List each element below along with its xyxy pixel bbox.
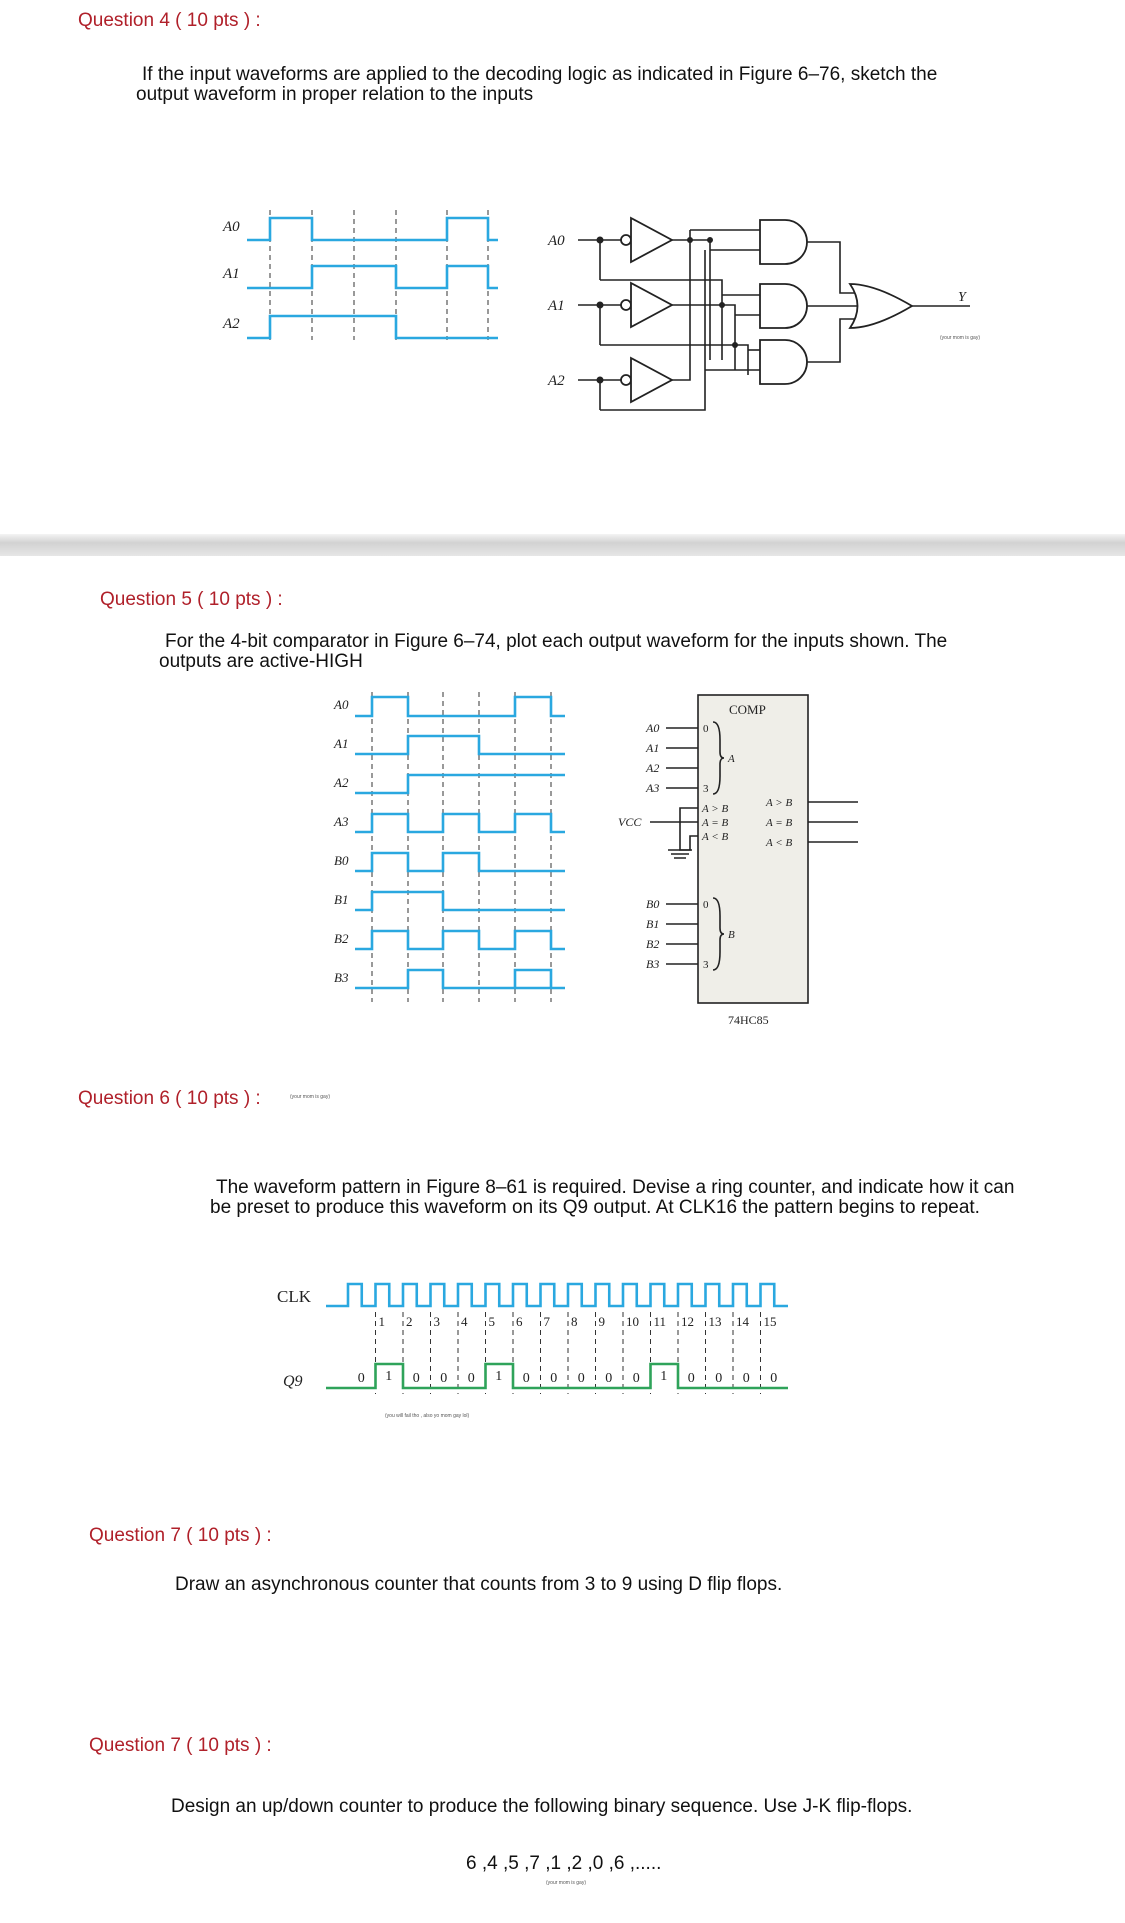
- q5-dashed-gridlines: [372, 692, 551, 1002]
- q5-comp-b2: B2: [646, 937, 660, 951]
- q4-dashed-gridlines: [270, 210, 488, 340]
- q4-wave-label-a2: A2: [223, 316, 240, 332]
- q5-wave-a1: [355, 736, 565, 754]
- q5-wave-b3: [355, 970, 565, 988]
- q5-group-a: A: [728, 753, 735, 765]
- q6-clock-number: 3: [433, 1314, 440, 1329]
- q6-q9-value: 0: [357, 1371, 365, 1386]
- q5-comp-a2: A2: [646, 761, 660, 775]
- q6-text-line1: The waveform pattern in Figure 8–61 is required. Devise a ring counter, and indicate how it can: [216, 1177, 1015, 1198]
- q6-q9-value: 0: [715, 1371, 723, 1386]
- q6-q9-value: 1: [495, 1369, 503, 1384]
- q6-q9-value: 0: [440, 1371, 448, 1386]
- q6-clock-number: 10: [626, 1314, 639, 1329]
- q5-wave-b0: [355, 853, 565, 871]
- q5-text-line2: outputs are active-HIGH: [159, 651, 363, 672]
- q6-clock-number: 6: [516, 1314, 523, 1329]
- q5-text-line1: For the 4-bit comparator in Figure 6–74, plot each output waveform for the inputs shown. The: [165, 631, 948, 652]
- q5-comp-b3: B3: [646, 957, 660, 971]
- q5-comp-a1: A1: [646, 741, 660, 755]
- q5-wave-a3: [355, 814, 565, 832]
- q5-wave-label-a1: A1: [334, 736, 349, 751]
- q5-part-number: 74HC85: [728, 1013, 769, 1027]
- q4-output-label: Y: [958, 290, 966, 305]
- q6-text-line2: be preset to produce this waveform on its Q9 output. At CLK16 the pattern begins to repeat.: [210, 1197, 980, 1218]
- q4-input-a1: A1: [548, 298, 565, 314]
- section-divider: [0, 534, 1125, 556]
- q4-input-a0: A0: [548, 233, 565, 249]
- q5-wave-a0: [355, 697, 565, 716]
- q5-vcc: VCC: [618, 815, 642, 829]
- q6-clock-number: 13: [708, 1314, 722, 1329]
- q6-heading: Question 6 ( 10 pts ) :: [78, 1088, 261, 1109]
- q5-output-eq: A = B: [766, 817, 793, 829]
- q5-wave-labels: [333, 697, 349, 985]
- q7b-scribble: (your mom is gay): [546, 1880, 587, 1886]
- q6-scribble: (your mom is gay): [290, 1094, 331, 1100]
- q6-clock-wave: [326, 1284, 788, 1306]
- q6-q9-label: Q9: [283, 1373, 303, 1390]
- q5-wave-label-a3: A3: [334, 814, 349, 829]
- q6-clock-number: 9: [598, 1314, 605, 1329]
- q4-wave-labels: [222, 219, 240, 332]
- q4-wave-label-a0: A0: [223, 219, 240, 235]
- q6-q9-value: 0: [770, 1371, 778, 1386]
- q5-wave-label-a0: A0: [334, 697, 349, 712]
- q4-text-line2: output waveform in proper relation to the inputs: [136, 84, 534, 105]
- q5-cascade-eq: A = B: [702, 817, 729, 829]
- q5-wave-label-b0: B0: [334, 853, 349, 868]
- q6-q9-value: 1: [385, 1369, 393, 1384]
- q6-clk-label: CLK: [277, 1287, 311, 1306]
- q5-wave-label-b1: B1: [334, 892, 349, 907]
- q5-wave-label-a2: A2: [334, 775, 349, 790]
- q6-q9-value: 0: [742, 1371, 750, 1386]
- q6-q9-value: 1: [660, 1369, 668, 1384]
- q4-wave-a2: [247, 316, 498, 338]
- q5-comp-b0: B0: [646, 897, 660, 911]
- q5-range-low-a: 0: [703, 723, 709, 735]
- q5-b-inputs: [646, 897, 698, 971]
- q5-range-high-a: 3: [703, 783, 709, 795]
- q6-clock-number: 7: [543, 1314, 550, 1329]
- q6-q9-value: 0: [522, 1371, 530, 1386]
- q6-timing-diagram: [270, 1262, 890, 1432]
- q4-input-waveforms: [215, 210, 515, 350]
- q5-comp-a3: A3: [646, 781, 660, 795]
- q7b-heading: Question 7 ( 10 pts ) :: [89, 1735, 272, 1756]
- q4-wave-a1: [247, 266, 498, 288]
- q6-clock-number: 5: [488, 1314, 495, 1329]
- q6-q9-value: 0: [605, 1371, 613, 1386]
- q4-or-gate: [850, 284, 912, 328]
- q5-a-inputs: [645, 721, 698, 795]
- q6-q9-value: 0: [632, 1371, 640, 1386]
- q5-input-waveforms: [320, 692, 580, 1012]
- q6-clock-number: 4: [461, 1314, 468, 1329]
- q5-range-high-b: 3: [703, 959, 709, 971]
- q5-output-gt: A > B: [766, 797, 793, 809]
- q6-clock-path: [326, 1284, 788, 1306]
- q7a-text: Draw an asynchronous counter that counts from 3 to 9 using D flip flops.: [175, 1574, 783, 1595]
- q5-wave-label-b2: B2: [334, 931, 349, 946]
- q6-clock-numbers: [379, 1314, 777, 1329]
- q6-q9-value: 0: [550, 1371, 558, 1386]
- q6-clock-number: 2: [406, 1314, 413, 1329]
- q4-heading: Question 4 ( 10 pts ) :: [78, 10, 261, 31]
- q6-q9-value: 0: [687, 1371, 695, 1386]
- q6-clock-number: 14: [736, 1314, 749, 1329]
- q4-decoding-circuit: [540, 210, 1020, 410]
- q5-comp-box: [698, 695, 808, 1003]
- q5-cascade-lt: A < B: [702, 831, 729, 843]
- q5-wave-b2: [355, 931, 565, 949]
- q6-clock-number: 12: [681, 1314, 694, 1329]
- q5-wave-b1: [355, 892, 565, 910]
- q6-clock-number: 1: [378, 1314, 385, 1329]
- q7b-text: Design an up/down counter to produce the following binary sequence. Use J-K flip-flops.: [171, 1796, 913, 1817]
- q7b-sequence: 6 ,4 ,5 ,7 ,1 ,2 ,0 ,6 ,.....: [466, 1853, 662, 1874]
- q5-range-low-b: 0: [703, 899, 709, 911]
- q5-cascade-gt: A > B: [702, 803, 729, 815]
- q5-group-b: B: [728, 929, 735, 941]
- q4-inverters: [621, 218, 672, 402]
- q5-heading: Question 5 ( 10 pts ) :: [100, 589, 283, 610]
- q4-wave-label-a1: A1: [223, 266, 240, 282]
- q7a-heading: Question 7 ( 10 pts ) :: [89, 1525, 272, 1546]
- q5-comparator: [610, 690, 870, 1030]
- q4-text-line1: If the input waveforms are applied to the decoding logic as indicated in Figure 6–76, sketch the: [142, 64, 938, 85]
- q5-comp-title: COMP: [729, 702, 766, 717]
- q6-clock-number: 8: [571, 1314, 578, 1329]
- q6-clock-number: 15: [763, 1314, 777, 1329]
- q4-scribble: (your mom is gay): [940, 335, 981, 341]
- q5-output-lt: A < B: [766, 837, 793, 849]
- q6-scribble2: (you will fail tho , also yo mom gay lol): [385, 1413, 470, 1419]
- q6-q9-value: 0: [467, 1371, 475, 1386]
- q6-clock-number: 11: [653, 1314, 667, 1329]
- q4-input-a2: A2: [548, 373, 565, 389]
- q5-comp-a0: A0: [646, 721, 660, 735]
- q5-wave-label-b3: B3: [334, 970, 349, 985]
- q5-comp-b1: B1: [646, 917, 660, 931]
- q6-q9-value: 0: [577, 1371, 585, 1386]
- q6-q9-value: 0: [412, 1371, 420, 1386]
- q4-wave-a0: [247, 218, 498, 240]
- q5-wave-a2: [355, 775, 565, 793]
